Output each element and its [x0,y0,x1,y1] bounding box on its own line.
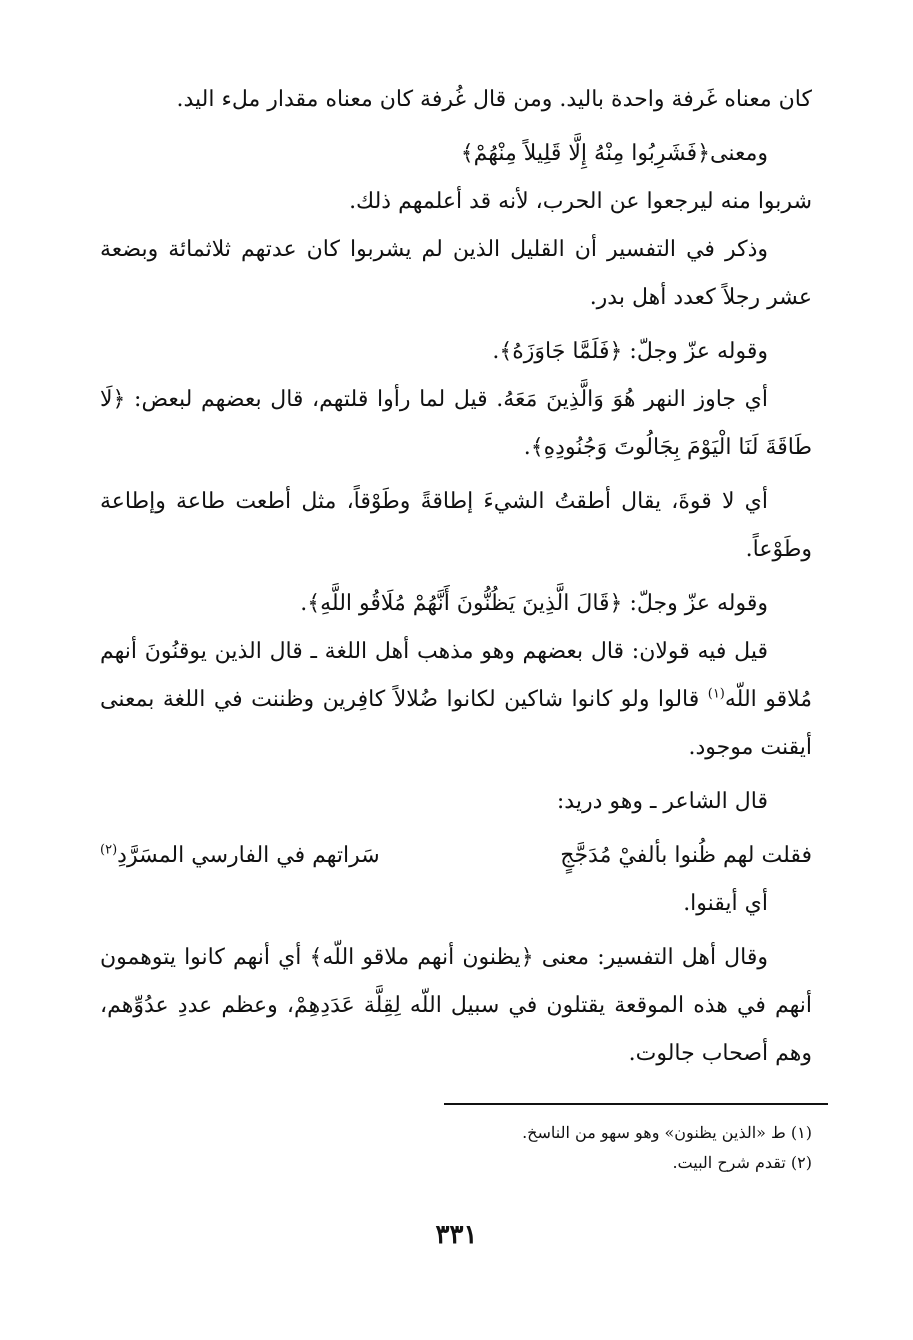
main-text [100,76,812,1078]
paragraph: أي أيقنوا. [683,891,768,916]
footnote-divider [444,1103,828,1105]
paragraph: وقال أهل التفسير: معنى ﴿يظنون أنهم ملاقو اللّه﴾ أي أنهم كانوا يتوهمون أنهم في هذه الموقعة يقتلون في سبيل اللّه لِقِلَّة عَدَدِهِمْ، وعظم عددِ عدُوِّهم، وهم أصحاب جالوت. [100,945,812,1066]
footnote-marker: (١) [707,686,725,702]
paragraph: وذكر في التفسير أن القليل الذين لم يشربوا كان عدتهم ثلاثمائة وبضعة عشر رجلاً كعدد أهل بدر. [100,237,812,310]
paragraph: قال الشاعر ـ وهو دريد: [556,789,768,814]
quran-quote: وقوله عزّ وجلّ: ﴿فَلَمَّا جَاوَزَهُ﴾. [492,339,768,364]
verse-first-hemistich: فقلت لهم ظُنوا بألفيْ مُدَجَّجٍ [560,843,812,868]
paragraph: أي جاوز النهر هُوَ وَالَّذِينَ مَعَهُ. قيل لما رأوا قلتهم، قال بعضهم لبعض: ﴿لَا طَاقَةَ لَنَا الْيَوْمَ بِجَالُوتَ وَجُنُودِهِ﴾. [100,387,812,460]
paragraph [100,628,812,772]
paragraph-text: قالوا ولو كانوا شاكين لكانوا ضُلالاً كافِرين وظننت في اللغة بمعنى أيقنت موجود. [100,687,812,760]
paragraph-text: قيل فيه قولان: قال بعضهم وهو مذهب أهل اللغة ـ قال الذين يوقنُونَ أنهم مُلاقو اللّه [100,639,813,712]
footnote: (١) ط «الذين يظنون» وهو سهو من الناسخ. [522,1123,812,1142]
paragraph: شربوا منه ليرجعوا عن الحرب، لأنه قد أعلمهم ذلك. [349,189,812,214]
verse-text: سَراتهم في الفارسي المسَرَّدِ [117,843,380,868]
footnotes [100,1118,812,1178]
footnote-marker: (٢) [100,842,118,858]
verse-second-hemistich [100,832,380,880]
poem-verse [100,832,812,880]
quran-quote: ومعنى﴿فَشَرِبُوا مِنْهُ إِلَّا قَلِيلاً مِنْهُمْ﴾ [460,141,768,166]
footnote: (٢) تقدم شرح البيت. [672,1153,812,1172]
paragraph: أي لا قوةَ، يقال أطقتُ الشيءَ إطاقةً وطَوْقاً، مثل أطعت طاعة وإطاعة وطَوْعاً. [100,489,812,562]
page-number: ٣٣١ [435,1220,478,1250]
paragraph: كان معناه غَرفة واحدة باليد. ومن قال غُرفة كان معناه مقدار ملء اليد. [176,87,812,112]
quran-quote: وقوله عزّ وجلّ: ﴿قَالَ الَّذِينَ يَظُنُّونَ أَنَّهُمْ مُلَاقُو اللَّهِ﴾. [300,591,768,616]
